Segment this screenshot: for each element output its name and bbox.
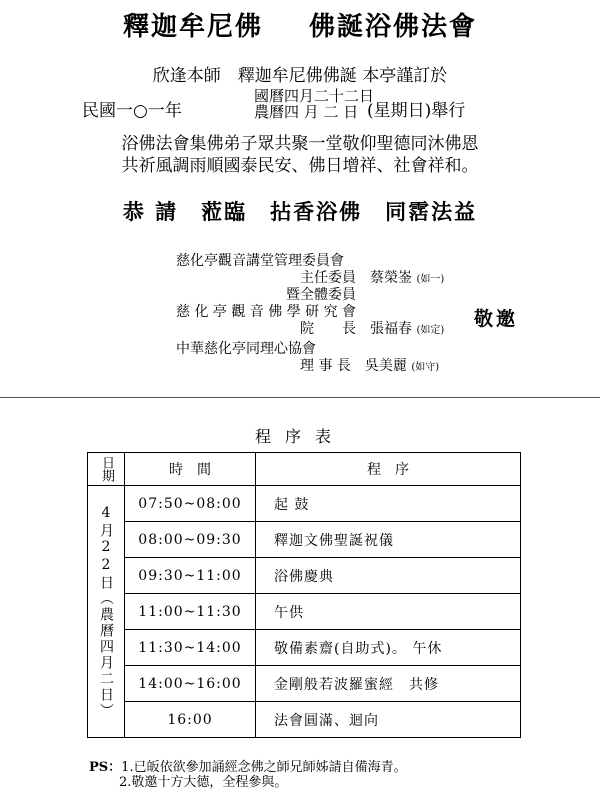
time-cell: 11:00~11:30 xyxy=(125,594,256,630)
org-1: 慈化亭觀音講堂管理委員會 xyxy=(176,253,344,269)
time-cell: 09:30~11:00 xyxy=(125,558,256,594)
title-right: 佛誕浴佛法會 xyxy=(309,12,478,42)
time-cell: 16:00 xyxy=(125,702,256,738)
signatory-1 xyxy=(300,270,444,288)
program-cell: 午供 xyxy=(256,594,521,630)
program-cell: 浴佛慶典 xyxy=(256,558,521,594)
time-cell: 11:30~14:00 xyxy=(125,630,256,666)
org-3: 中華慈化亭同理心協會 xyxy=(176,341,316,357)
schedule-title: 程序表 xyxy=(254,427,345,446)
date-prefix: 民國一○一年 xyxy=(82,101,182,121)
program-cell: 敬備素齋(自助式)。 午休 xyxy=(256,630,521,666)
role-1: 主任委員 xyxy=(300,270,356,286)
ps-note-2: 2.敬邀十方大德，全程參與。 xyxy=(119,775,288,790)
closing-invite: 敬邀 xyxy=(474,308,519,330)
ps-note-1: 1.已皈依欲參加誦經念佛之師兄師姊請自備海青。 xyxy=(121,760,407,775)
intro-line-3: 浴佛法會集佛弟子眾共聚一堂敬仰聖德同沐佛恩 xyxy=(121,134,479,154)
date-cell: 4月22日（農曆四月二日） xyxy=(88,486,125,738)
org-2: 慈 化 亭 觀 音 佛 學 研 究 會 xyxy=(176,304,357,320)
table-row xyxy=(88,486,521,522)
ps-label: PS： xyxy=(89,760,122,775)
gregorian-date: 國曆四月二十二日 xyxy=(254,87,375,105)
program-cell: 法會圓滿、迴向 xyxy=(256,702,521,738)
lunar-date: 農曆四 月 二 日 xyxy=(254,103,359,121)
intro-line-4: 共祈風調雨順國泰民安、佛日增祥、社會祥和。 xyxy=(121,156,479,176)
section-divider xyxy=(0,397,600,398)
page-title xyxy=(0,6,600,42)
program-cell: 釋迦文佛聖誕祝儀 xyxy=(256,522,521,558)
note-2: (如定) xyxy=(416,325,445,336)
role-3: 理 事 長 xyxy=(300,358,351,374)
program-cell: 金剛般若波羅蜜經 共修 xyxy=(256,666,521,702)
time-cell: 08:00~09:30 xyxy=(125,522,256,558)
header-time: 時 間 xyxy=(125,453,256,486)
intro-line-1: 欣逢本師 釋迦牟尼佛佛誕 本亭謹訂於 xyxy=(152,66,448,86)
calendar-dates xyxy=(254,88,374,120)
name-3: 吳美麗 xyxy=(364,358,407,374)
event-date-row xyxy=(0,88,600,124)
table-row xyxy=(88,558,521,594)
org-1b: 暨全體委員 xyxy=(286,287,356,303)
table-row xyxy=(88,594,521,630)
name-1: 蔡榮崟 xyxy=(370,270,412,286)
schedule-table xyxy=(87,452,521,738)
date-suffix: (星期日)舉行 xyxy=(367,101,466,121)
program-cell: 起 鼓 xyxy=(256,486,521,522)
note-3: (如守) xyxy=(411,362,440,373)
time-cell: 14:00~16:00 xyxy=(125,666,256,702)
header-program: 程 序 xyxy=(256,453,521,486)
table-row xyxy=(88,630,521,666)
note-1: (如一) xyxy=(416,274,445,285)
name-2: 張福春 xyxy=(370,321,412,337)
ps-notes xyxy=(89,760,407,790)
title-left: 釋迦牟尼佛 xyxy=(122,12,263,42)
signatory-2 xyxy=(300,321,444,339)
table-row xyxy=(88,702,521,738)
role-2: 院 長 xyxy=(300,321,356,337)
invitation-line: 恭 請 蒞臨 拈香浴佛 同霑法益 xyxy=(122,199,478,224)
table-row xyxy=(88,522,521,558)
signatory-3 xyxy=(300,358,439,376)
schedule-header-row xyxy=(88,453,521,486)
time-cell: 07:50~08:00 xyxy=(125,486,256,522)
header-date: 日期 xyxy=(88,453,125,486)
table-row xyxy=(88,666,521,702)
